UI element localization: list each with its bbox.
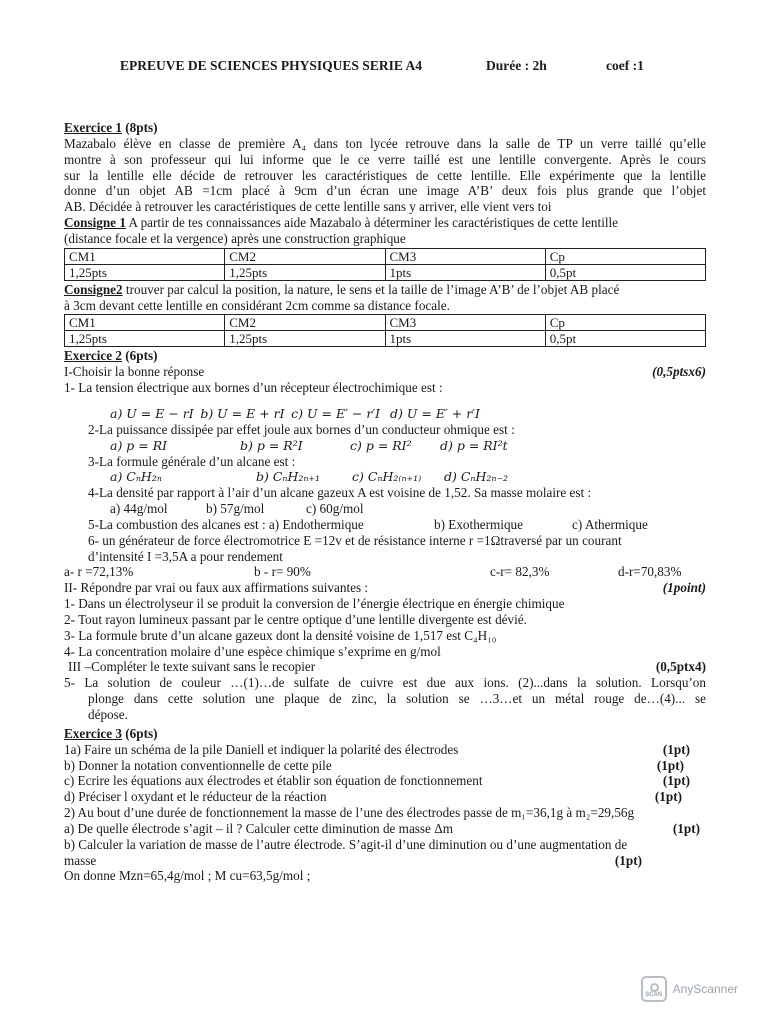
true-false-item: 2- Tout rayon lumineux passant par le centre optique d’une lentille divergente est dévié. <box>64 611 527 627</box>
fill-in-text: plonge dans cette solution une plaque de zinc, la solution se …3…et un métal rouge de…(4)... se <box>88 691 706 707</box>
given-data: On donne Mzn=65,4g/mol ; M cu=63,5g/mol ; <box>64 868 311 884</box>
exercise3-item: b) Donner la notation conventionnelle de cette pile (1pt) <box>64 757 684 773</box>
grid-cell: CM2 <box>225 315 385 331</box>
grid-cell: CM3 <box>385 315 545 331</box>
grid-cell: 1,25pts <box>225 264 385 280</box>
exercise3-heading: Exercice 3 (6pts) <box>64 725 158 741</box>
true-false-item: 1- Dans un électrolyseur il se produit la conversion de l’énergie électrique en énergie chimique <box>64 596 565 612</box>
grading-grid-1 <box>64 248 706 281</box>
exercise3-item: d) Préciser l oxydant et le réducteur de la réaction (1pt) <box>64 789 682 805</box>
question-2: 2-La puissance dissipée par effet joule aux bornes d’un conducteur ohmique est : <box>88 421 515 437</box>
exam-body <box>64 120 706 884</box>
grid-cell: Cp <box>545 315 705 331</box>
scanner-logo-icon: SCAN <box>641 976 667 1002</box>
grid-cell: 0,5pt <box>545 331 705 347</box>
exercise1-intro-line: Mazabalo élève en classe de première A₄ dans ton lycée retrouve dans la salle de TP un verre taillé qu’elle <box>64 135 706 151</box>
part-i-header: I-Choisir la bonne réponse (0,5ptsx6) <box>64 364 706 380</box>
grid-cell: 1pts <box>385 264 545 280</box>
exam-title: EPREUVE DE SCIENCES PHYSIQUES SERIE A4 <box>120 58 422 73</box>
exercise3-item: 1a) Faire un schéma de la pile Daniell et indiquer la polarité des électrodes (1pt) <box>64 741 690 757</box>
question-2-options: a) p = RI b) p = R²I c) p = RI² d) p = RI²t <box>110 437 508 453</box>
grid-cell: CM1 <box>65 248 225 264</box>
question-6-cont: d’intensité I =3,5A a pour rendement <box>88 548 283 564</box>
question-6-options: a- r =72,13% b - r= 90% c-r= 82,3% d-r=70,83% <box>64 564 682 580</box>
question-1-options: a) U = E − rI b) U = E + rI c) U = E′ − r′I d) U = E′ + r′I <box>110 405 480 421</box>
question-4: 4-La densité par rapport à l’air d’un alcane gazeux A est voisine de 1,52. Sa masse molaire est : <box>88 485 592 501</box>
exercise3-q2a: a) De quelle électrode s’agit – il ? Calculer cette diminution de masse Δm (1pt) <box>64 820 700 836</box>
grid-cell: 1,25pts <box>65 331 225 347</box>
fill-in-text: dépose. <box>88 707 128 722</box>
consigne1: Consigne 1 A partir de tes connaissances aide Mazabalo à déterminer les caractéristiques de cette lentille <box>64 215 619 231</box>
grid-cell: Cp <box>545 248 705 264</box>
exercise3-q2: 2) Au bout d’une durée de fonctionnement la masse de l’une des électrodes passe de m₁=36,1g à m₂=29,56g <box>64 805 635 821</box>
consigne1-cont: (distance focale et la vergence) après une construction graphique <box>64 230 406 246</box>
exercise1-heading: Exercice 1 (8pts) <box>64 120 158 135</box>
scanner-brand: AnyScanner <box>672 981 738 996</box>
grid-cell: CM3 <box>385 248 545 264</box>
exercise3-q2b-cont: masse (1pt) <box>64 852 642 868</box>
exercise1-intro-line: AB. Décidée à retrouver les caractéristiques de cette lentille sans y arriver, elle vient vers toi <box>64 199 552 215</box>
question-5: 5-La combustion des alcanes est : a) Endothermique b) Exothermique c) Athermique <box>88 516 648 532</box>
exam-duration: Durée : 2h <box>486 58 547 73</box>
question-3-options: a) CₙH₂ₙ b) CₙH₂ₙ₊₁ c) CₙH₂₍ₙ₊₁₎ d) CₙH₂ₙ₋₂ <box>110 469 509 485</box>
grid-cell: 1,25pts <box>225 331 385 347</box>
grid-cell: 1,25pts <box>65 264 225 280</box>
consigne2: Consigne2 trouver par calcul la position, la nature, le sens et la taille de l’image A’B’ de l’objet AB placé <box>64 281 620 297</box>
question-3: 3-La formule générale d’un alcane est : <box>88 453 296 469</box>
grid-cell: CM1 <box>65 315 225 331</box>
consigne2-cont: à 3cm devant cette lentille en considérant 2cm comme sa distance focale. <box>64 297 450 313</box>
scanner-watermark <box>641 976 738 1002</box>
question-6: 6- un générateur de force électromotrice E =12v et de résistance interne r =1Ωtraversé par un courant <box>88 532 622 548</box>
exercise1-intro-line: sur la lentille elle décide de retrouver les caractéristiques de cette lentille. Elle expérimente que la lentille <box>64 167 706 183</box>
question-4-options: a) 44g/mol b) 57g/mol c) 60g/mol <box>110 501 364 517</box>
grid-cell: 0,5pt <box>545 264 705 280</box>
fill-in-text: 5- La solution de couleur …(1)…de sulfate de cuivre est due aux ions. (2)...dans la solution. Lorsqu’on <box>64 675 706 691</box>
exercise1-intro-line: montre à son professeur qui lui informe que le ce verre taillé est une lentille convergente. Après le cours <box>64 151 706 167</box>
true-false-item: 3- La formule brute d’un alcane gazeux dont la densité voisine de 1,517 est C₄H₁₀ <box>64 627 497 643</box>
question-1: 1- La tension électrique aux bornes d’un récepteur électrochimique est : <box>64 380 443 396</box>
exercise3-item: c) Ecrire les équations aux électrodes et établir son équation de fonctionnement (1pt) <box>64 773 690 789</box>
true-false-item: 4- La concentration molaire d’une espèce chimique s’exprime en g/mol <box>64 643 441 659</box>
part-iii-header: III –Compléter le texte suivant sans le recopier (0,5ptx4) <box>68 659 706 675</box>
exam-coef: coef :1 <box>606 58 644 73</box>
exercise2-heading: Exercice 2 (6pts) <box>64 348 158 364</box>
part-ii-header: II- Répondre par vrai ou faux aux affirmations suivantes : (1point) <box>64 580 706 596</box>
grading-grid-2 <box>64 314 706 347</box>
exercise3-q2b: b) Calculer la variation de masse de l’autre électrode. S’agit-il d’une diminution ou d’une augmentation de <box>64 836 628 852</box>
exercise1-intro-line: donne d’un objet AB =1cm placé à 9cm d’un écran une image A’B’ deux fois plus grande que l’objet <box>64 183 706 199</box>
grid-cell: CM2 <box>225 248 385 264</box>
grid-cell: 1pts <box>385 331 545 347</box>
